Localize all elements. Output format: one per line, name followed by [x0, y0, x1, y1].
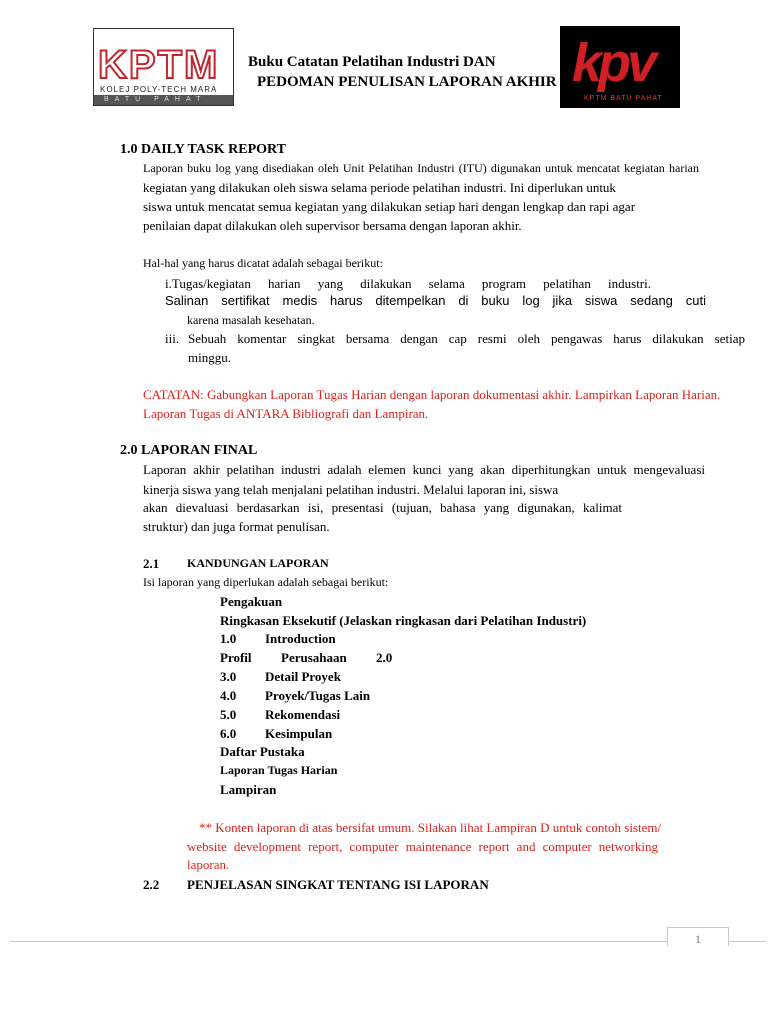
contents-item: Daftar Pustaka — [220, 744, 305, 759]
section1-para-line1: Laporan buku log yang disediakan oleh Unit Pelatihan Industri (ITU) digunakan untuk mencatat kegiatan harian — [143, 161, 699, 175]
section1-para-line3: siswa untuk mencatat semua kegiatan yang dilakukan setiap hari dengan lengkap dan rapi agar — [143, 199, 636, 214]
page-number: 1 — [667, 927, 729, 946]
section1-item2-line2: karena masalah kesehatan. — [187, 313, 315, 327]
section1-item2-line1: Salinan sertifikat medis harus ditempelkan di buku log jika siswa sedang cuti — [165, 293, 706, 308]
section1-note-line1: CATATAN: Gabungkan Laporan Tugas Harian dengan laporan dokumentasi akhir. Lampirkan Laporan Harian. — [143, 387, 721, 402]
contents-item: Perusahaan — [281, 650, 347, 665]
contents-item-number: 6.0 — [220, 726, 237, 741]
section2-para-line3: akan dievaluasi berdasarkan isi, presentasi (tujuan, bahasa yang digunakan, kalimat — [143, 500, 622, 515]
contents-item-number: 4.0 — [220, 688, 237, 703]
header-title-line2: PEDOMAN PENULISAN LAPORAN AKHIR — [257, 74, 557, 90]
section1-item1: i.Tugas/kegiatan harian yang dilakukan selama program pelatihan industri. — [165, 276, 651, 291]
footer-divider — [10, 941, 766, 942]
section1-item3-line1: Sebuah komentar singkat bersama dengan cap resmi oleh pengawas harus dilakukan setiap — [188, 331, 745, 346]
contents-item: Introduction — [265, 631, 336, 646]
contents-item-number: 5.0 — [220, 707, 237, 722]
contents-item-number: 1.0 — [220, 631, 237, 646]
contents-item: Ringkasan Eksekutif (Jelaskan ringkasan dari Pelatihan Industri) — [220, 613, 587, 628]
subsection-2-1-intro: Isi laporan yang diperlukan adalah sebagai berikut: — [143, 575, 389, 589]
section1-list-intro: Hal-hal yang harus dicatat adalah sebagai berikut: — [143, 256, 383, 270]
kptm-logo — [93, 28, 234, 106]
contents-item: Lampiran — [220, 782, 277, 797]
section1-note-line2: Laporan Tugas di ANTARA Bibliografi dan Lampiran. — [143, 406, 429, 421]
subsection-2-1-number: 2.1 — [143, 556, 160, 571]
contents-item: Profil — [220, 650, 252, 665]
section2-para-line1: Laporan akhir pelatihan industri adalah elemen kunci yang akan diperhitungkan untuk mengevaluasi — [143, 462, 705, 477]
contents-item: Pengakuan — [220, 594, 283, 609]
contents-item-number: 2.0 — [376, 650, 393, 665]
header-title-line1: Buku Catatan Pelatihan Industri DAN — [248, 54, 496, 70]
kptm-logo-subtitle: KOLEJ POLY-TECH MARA — [100, 85, 218, 94]
kpv-logo-mark: kpv — [572, 33, 654, 93]
contents-item: Laporan Tugas Harian — [220, 763, 338, 777]
section1-heading: 1.0 DAILY TASK REPORT — [120, 142, 286, 157]
subsection-2-2-number: 2.2 — [143, 877, 160, 892]
subsection-2-2-title: PENJELASAN SINGKAT TENTANG ISI LAPORAN — [187, 877, 489, 892]
section2-para-line4: struktur) dan juga format penulisan. — [143, 519, 330, 534]
section2-note-line1: ** Konten laporan di atas bersifat umum. Silakan lihat Lampiran D untuk contoh sistem/ — [199, 820, 662, 835]
section1-item3-number: iii. — [165, 331, 180, 346]
section1-para-line4: penilaian dapat dilakukan oleh supervisor bersama dengan laporan akhir. — [143, 218, 522, 233]
section2-heading: 2.0 LAPORAN FINAL — [120, 443, 258, 458]
kptm-logo-location: BATU PAHAT — [94, 95, 233, 105]
section1-item3-line2: minggu. — [188, 350, 231, 365]
kptm-logo-text: KPTM — [98, 43, 220, 87]
contents-item: Kesimpulan — [265, 726, 333, 741]
kpv-logo — [560, 26, 680, 108]
section1-para-line2: kegiatan yang dilakukan oleh siswa selama periode pelatihan industri. Ini diperlukan untuk — [143, 180, 616, 195]
section2-para-line2: kinerja siswa yang telah menjalani pelatihan industri. Melalui laporan ini, siswa — [143, 482, 559, 497]
section2-note-line2: website development report, computer maintenance report and computer networking — [187, 839, 658, 854]
subsection-2-1-title: KANDUNGAN LAPORAN — [187, 556, 329, 570]
contents-item-number: 3.0 — [220, 669, 237, 684]
kpv-logo-tag: KPTM BATU PAHAT — [584, 95, 663, 102]
section2-note-line3: laporan. — [187, 857, 230, 872]
contents-item: Proyek/Tugas Lain — [265, 688, 371, 703]
contents-item: Rekomendasi — [265, 707, 341, 722]
contents-item: Detail Proyek — [265, 669, 341, 684]
